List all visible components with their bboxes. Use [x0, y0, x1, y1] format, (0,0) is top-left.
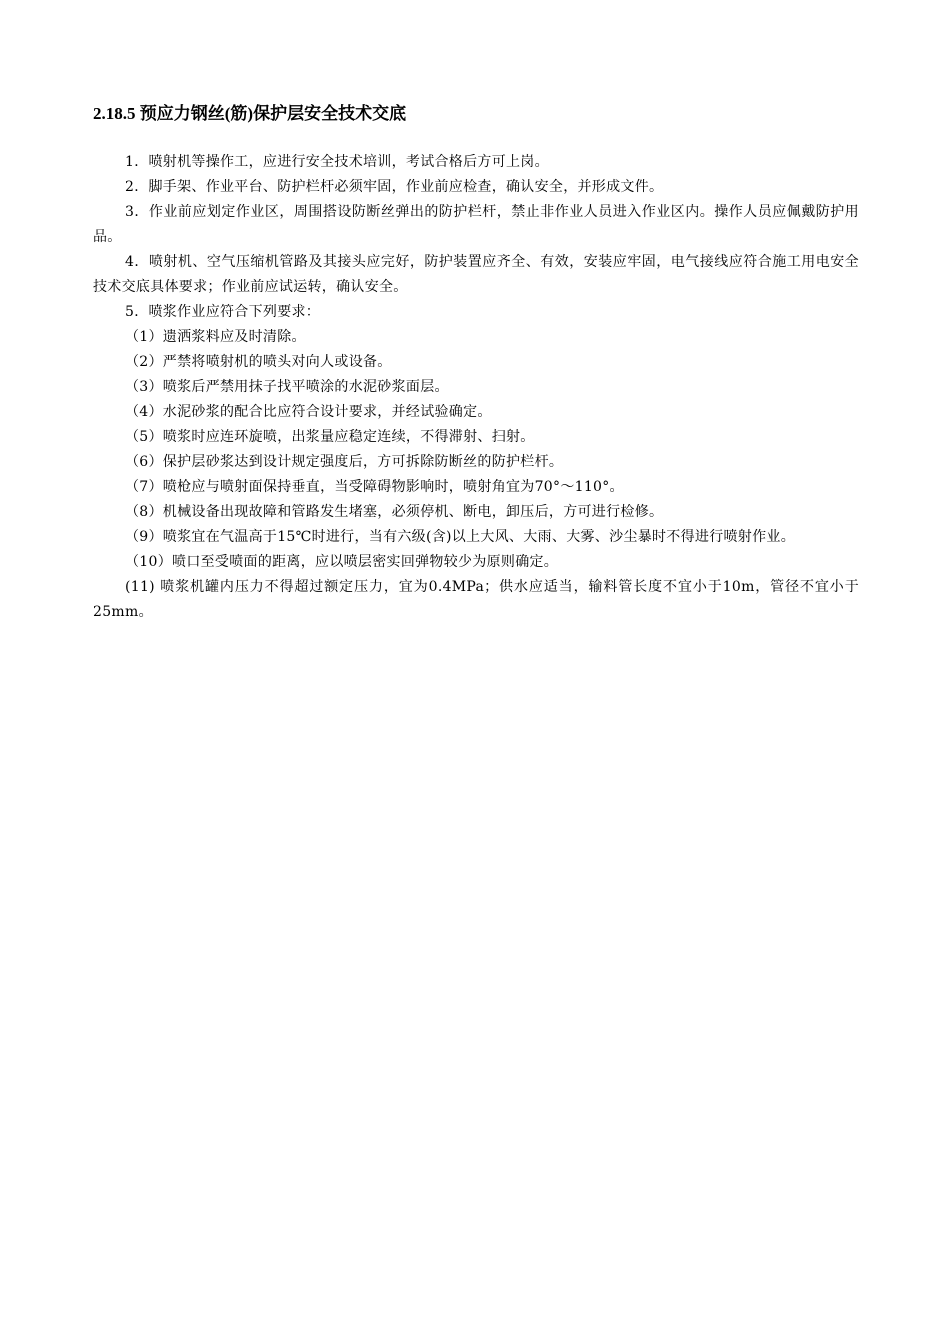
- document-page: [93, 100, 859, 625]
- list-item: （5）喷浆时应连环旋喷，出浆量应稳定连续，不得滞射、扫射。: [125, 429, 535, 445]
- list-item: （9）喷浆宜在气温高于15℃时进行，当有六级(含)以上大风、大雨、大雾、沙尘暴时不得进行喷射作业。: [125, 529, 796, 545]
- list-item: （7）喷枪应与喷射面保持垂直，当受障碍物影响时，喷射角宜为70°～110°。: [125, 479, 624, 495]
- list-item: （4）水泥砂浆的配合比应符合设计要求，并经试验确定。: [125, 404, 492, 420]
- list-item: （2）严禁将喷射机的喷头对向人或设备。: [125, 354, 392, 370]
- document-title: 2.18.5 预应力钢丝(筋)保护层安全技术交底: [93, 104, 407, 123]
- list-item: 1．喷射机等操作工，应进行安全技术培训，考试合格后方可上岗。: [125, 154, 549, 170]
- list-item: 2．脚手架、作业平台、防护栏杆必须牢固，作业前应检查，确认安全，并形成文件。: [125, 179, 664, 195]
- list-item: 3．作业前应划定作业区，周围搭设防断丝弹出的防护栏杆，禁止非作业人员进入作业区内。操作人员应佩戴防护用品。: [93, 204, 859, 245]
- list-item: 4．喷射机、空气压缩机管路及其接头应完好，防护装置应齐全、有效，安装应牢固，电气接线应符合施工用电安全技术交底具体要求；作业前应试运转，确认安全。: [93, 254, 859, 295]
- list-item: （10）喷口至受喷面的距离，应以喷层密实回弹物较少为原则确定。: [125, 554, 559, 570]
- list-item: （3）喷浆后严禁用抹子找平喷涂的水泥砂浆面层。: [125, 379, 449, 395]
- list-item: （1）遗洒浆料应及时清除。: [125, 329, 306, 345]
- list-item: (11) 喷浆机罐内压力不得超过额定压力，宜为0.4MPa；供水应适当，输料管长度不宜小于10m，管径不宜小于25mm。: [93, 579, 859, 620]
- list-item: 5．喷浆作业应符合下列要求：: [125, 304, 321, 320]
- list-item: （6）保护层砂浆达到设计规定强度后，方可拆除防断丝的防护栏杆。: [125, 454, 564, 470]
- item-list: [93, 150, 859, 625]
- list-item: （8）机械设备出现故障和管路发生堵塞，必须停机、断电，卸压后，方可进行检修。: [125, 504, 664, 520]
